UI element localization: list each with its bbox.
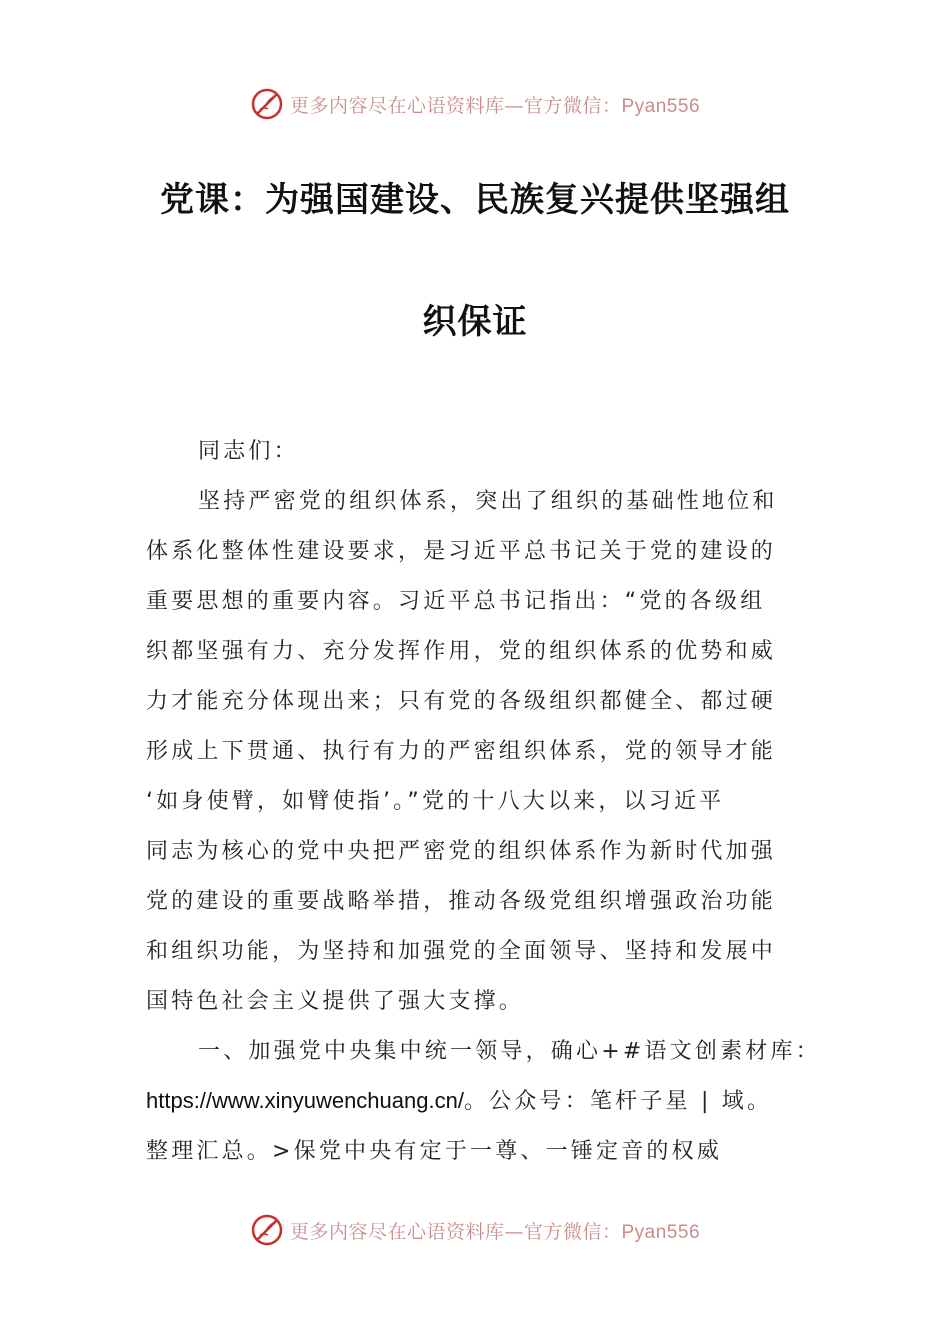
- body-line: 坚持严密党的组织体系，突出了组织的基础性地位和: [198, 489, 778, 514]
- watermark-text: 更多内容尽在心语资料库—官方微信：Pyan556: [289, 1220, 701, 1243]
- body-line: 同志为核心的党中央把严密党的组织体系作为新时代加强: [146, 839, 777, 864]
- body-line-url: [146, 1084, 808, 1115]
- body-line: 力才能充分体现出来；只有党的各级组织都健全、都过硬: [146, 689, 777, 714]
- body-line: 重要思想的重要内容。习近平总书记指出：“党的各级组: [146, 589, 766, 614]
- watermark-text: 更多内容尽在心语资料库—官方微信：Pyan556: [289, 94, 701, 117]
- page-title-line-1: 党课：为强国建设、民族复兴提供坚强组: [160, 180, 790, 220]
- body-line: 国特色社会主义提供了强大支撑。: [146, 989, 525, 1014]
- body-line: 一、加强党中央集中统一领导，确心+#语文创素材库：: [198, 1039, 821, 1064]
- website-link[interactable]: https://www.xinyuwenchuang.cn/: [146, 1088, 464, 1113]
- quill-logo-icon: [250, 87, 284, 121]
- body-line: 形成上下贯通、执行有力的严密组织体系，党的领导才能: [146, 739, 777, 764]
- body-line: ‘如身使臂，如臂使指’。”党的十八大以来，以习近平: [146, 789, 725, 814]
- url-line-suffix: 。公众号：笔杆子星 | 域。: [463, 1089, 773, 1114]
- body-line: 同志们：: [198, 439, 299, 464]
- body-line: 整理汇总。>保党中央有定于一尊、一锤定音的权威: [146, 1139, 723, 1164]
- watermark-banner-top: [0, 84, 950, 124]
- body-line: 党的建设的重要战略举措，推动各级党组织增强政治功能: [146, 889, 777, 914]
- watermark-banner-bottom: [0, 1210, 950, 1250]
- page-title-line-2: 织保证: [422, 302, 528, 342]
- body-line: 和组织功能，为坚持和加强党的全面领导、坚持和发展中: [146, 939, 777, 964]
- body-line: 体系化整体性建设要求，是习近平总书记关于党的建设的: [146, 539, 777, 564]
- body-line: 织都坚强有力、充分发挥作用，党的组织体系的优势和威: [146, 639, 777, 664]
- quill-logo-icon: [250, 1213, 284, 1247]
